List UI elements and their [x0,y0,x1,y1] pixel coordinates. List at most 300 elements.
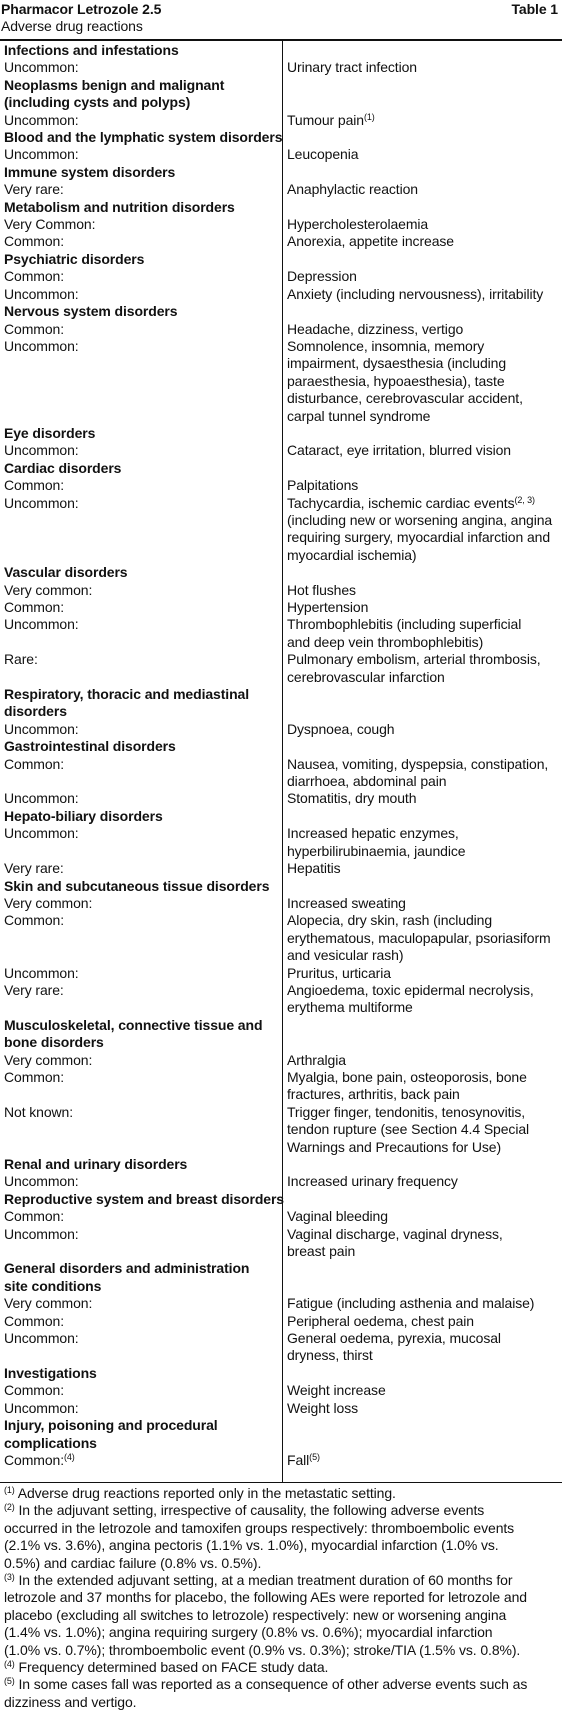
reaction-line [287,59,560,76]
frequency-label [4,1400,278,1417]
reaction-line [287,756,560,773]
frequency-text: Uncommon: [4,494,79,511]
category-heading-line: General disorders and administration [4,1260,250,1277]
reaction-line [287,1313,560,1330]
reaction-cell [282,756,562,791]
category-heading-line: Cardiac disorders [4,459,122,476]
reaction-text: requiring surgery, myocardial infarction and [287,529,551,546]
reaction-cell [282,1330,562,1365]
frequency-cell [0,495,282,565]
reaction-cell [282,1208,562,1225]
reaction-cell [282,146,562,163]
frequency-label [4,651,278,668]
category-heading-line: Gastrointestinal disorders [4,738,176,755]
frequency-cell [0,216,282,233]
frequency-text: Common: [4,1382,64,1399]
reaction-text: hyperbilirubinaemia, jaundice [287,842,466,859]
frequency-text: Uncommon: [4,285,79,302]
reaction-text: Fall [287,1451,310,1468]
frequency-label [4,790,278,807]
reaction-text: and deep vein thrombophlebitis) [287,633,484,650]
reaction-text: diarrhoea, abdominal pain [287,773,447,790]
frequency-text: Very rare: [4,860,64,877]
table-row [0,1226,562,1261]
category-heading [0,738,562,755]
footnote-text: Frequency determined based on FACE study data. [14,1659,329,1676]
footnote-rule [0,1482,562,1483]
frequency-label [4,181,278,198]
reaction-cell [282,1173,562,1190]
frequency-label [4,616,278,633]
category-heading-line: Skin and subcutaneous tissue disorders [4,877,270,894]
reaction-text: tendon rupture (see Section 4.4 Special [287,1121,530,1138]
reaction-line [287,495,560,512]
frequency-label [4,965,278,982]
category-heading [0,1417,562,1452]
frequency-label [4,912,278,929]
reaction-line [287,1173,560,1190]
reaction-text: Pruritus, urticaria [287,964,391,981]
reaction-line [287,825,560,842]
reaction-text: Vaginal discharge, vaginal dryness, [287,1225,503,1242]
reaction-text: Urinary tract infection [287,59,417,76]
reaction-cell [282,1313,562,1330]
reaction-line [287,1208,560,1225]
footnote-text: In the adjuvant setting, irrespective of causality, the following adverse events [14,1502,485,1519]
footnote-ref: (2, 3) [514,494,535,505]
frequency-cell [0,651,282,686]
table-header [0,0,562,41]
frequency-cell [0,1208,282,1225]
category-heading-line: bone disorders [4,1034,104,1051]
reaction-line [287,1069,560,1086]
footnote-ref: (1) [363,111,375,122]
reaction-text: Increased hepatic enzymes, [287,825,459,842]
reaction-text: Hypertension [287,599,369,615]
frequency-text: Very common: [4,1051,93,1068]
frequency-cell [0,233,282,250]
reaction-line [287,790,560,807]
footnote-text: dizziness and vertigo. [4,1693,137,1710]
category-heading [0,686,562,721]
reaction-text: myocardial ischemia) [287,546,417,563]
reaction-cell [282,216,562,233]
table-row [0,181,562,198]
reaction-line [287,843,560,860]
footnote-marker: (3) [4,1572,15,1583]
reaction-line [287,355,560,372]
adverse-reactions-table [0,42,562,1469]
reaction-text: dryness, thirst [287,1347,373,1364]
reaction-text: Trigger finger, tendonitis, tenosynovitis, [287,1103,526,1120]
reaction-text: Fatigue (including asthenia and malaise) [287,1295,535,1312]
footnote-line [4,1589,560,1606]
frequency-cell [0,181,282,198]
frequency-text: Uncommon: [4,616,79,633]
reaction-cell [282,233,562,250]
reaction-text: Increased urinary frequency [287,1173,458,1190]
table-row [0,912,562,964]
footnote-line [4,1676,560,1693]
frequency-label [4,1330,278,1347]
reaction-line [287,1226,560,1243]
frequency-label [4,338,278,355]
frequency-cell [0,895,282,912]
reaction-cell [282,1452,562,1469]
reaction-text: Angioedema, toxic epidermal necrolysis, [287,981,534,998]
reaction-line [287,268,560,285]
reaction-cell [282,268,562,285]
footnote-ref: (4) [63,1451,75,1462]
frequency-cell [0,321,282,338]
frequency-cell [0,477,282,494]
reaction-cell [282,442,562,459]
reaction-text: Myalgia, bone pain, osteoporosis, bone [287,1068,527,1085]
reaction-line [287,651,560,668]
category-heading-line: (including cysts and polyps) [4,94,191,111]
frequency-label [4,442,278,459]
frequency-label [4,1069,278,1086]
reaction-line [287,321,560,338]
table-row [0,1069,562,1104]
category-heading [0,425,562,442]
category-heading [0,1017,562,1052]
frequency-text: Common: [4,1068,64,1085]
reaction-cell [282,721,562,738]
reaction-text: Thrombophlebitis (including superficial [287,616,522,633]
reaction-line [287,895,560,912]
footnote [4,1659,560,1676]
frequency-text: Uncommon: [4,1399,79,1416]
frequency-text: Very Common: [4,216,96,233]
frequency-label [4,982,278,999]
frequency-cell [0,1173,282,1190]
frequency-label [4,1313,278,1330]
footnote-line [4,1555,560,1572]
category-heading [0,129,562,146]
table-row [0,790,562,807]
reaction-text: Peripheral oedema, chest pain [287,1312,474,1329]
frequency-cell [0,721,282,738]
category-heading [0,1156,562,1173]
category-heading-line: Eye disorders [4,424,96,441]
category-heading-line: site conditions [4,1277,102,1294]
footnote-text: (2.1% vs. 3.6%), angina pectoris (1.1% vs. 1.0%), myocardial infarction (1.0% vs. [4,1537,499,1554]
table-row [0,216,562,233]
footnote-ref: (5) [309,1451,320,1462]
frequency-label [4,582,278,599]
frequency-text: Uncommon: [4,720,79,737]
reaction-cell [282,495,562,565]
frequency-text: Common: [4,233,64,250]
category-heading [0,164,562,181]
reaction-cell [282,1400,562,1417]
table-row [0,895,562,912]
reaction-text: Dyspnoea, cough [287,720,395,737]
frequency-cell [0,338,282,425]
frequency-text: Common: [4,599,64,615]
table-row [0,268,562,285]
frequency-label [4,599,278,616]
table-row [0,1330,562,1365]
reaction-line [287,373,560,390]
reaction-line [287,582,560,599]
reaction-line [287,529,560,546]
reaction-line [287,408,560,425]
table-label: Table 1 [511,1,558,17]
reaction-text: Hypercholesterolaemia [287,216,429,233]
reaction-cell [282,599,562,616]
reaction-line [287,1104,560,1121]
reaction-cell [282,616,562,651]
frequency-text: Common: [4,1312,64,1329]
reaction-line [287,286,560,303]
reaction-text: erythema multiforme [287,999,413,1016]
reaction-text: Tumour pain [287,111,364,128]
reaction-text: Palpitations [287,477,359,494]
frequency-cell [0,1069,282,1104]
frequency-cell [0,1400,282,1417]
category-heading-line: Investigations [4,1364,97,1381]
reaction-line [287,1382,560,1399]
reaction-cell [282,982,562,1017]
frequency-cell [0,146,282,163]
frequency-text: Common: [4,912,64,929]
footnote-marker: (1) [4,1485,15,1495]
reaction-cell [282,1104,562,1156]
reaction-text: carpal tunnel syndrome [287,407,431,424]
frequency-cell [0,599,282,616]
reaction-line [287,112,560,129]
reaction-line [287,999,560,1016]
footnote-marker: (2) [4,1502,15,1513]
frequency-cell [0,912,282,964]
footnote-line [4,1659,560,1676]
category-heading-line: Infections and infestations [4,42,179,58]
footnote-line [4,1694,560,1711]
reaction-text: Hot flushes [287,581,356,598]
table-subtitle: Adverse drug reactions [1,18,143,34]
footnote-marker: (5) [4,1676,15,1687]
reaction-cell [282,860,562,877]
category-heading [0,878,562,895]
frequency-text: Common: [4,268,64,285]
footnote-line [4,1502,560,1519]
category-heading [0,199,562,216]
footnote-line [4,1572,560,1589]
category-heading [0,460,562,477]
frequency-label [4,477,278,494]
frequency-label [4,895,278,912]
category-heading-line: Renal and urinary disorders [4,1156,188,1172]
reaction-text: Anorexia, appetite increase [287,233,454,250]
frequency-label [4,860,278,877]
table-row [0,338,562,425]
reaction-text: Alopecia, dry skin, rash (including [287,912,493,929]
footnote-text: In the extended adjuvant setting, at a median treatment duration of 60 months for [14,1572,513,1589]
table-row [0,1295,562,1312]
reaction-line [287,721,560,738]
frequency-cell [0,616,282,651]
footnote [4,1485,560,1502]
reaction-cell [282,790,562,807]
reaction-line [287,547,560,564]
frequency-cell [0,1104,282,1156]
reaction-cell [282,59,562,76]
frequency-label [4,1295,278,1312]
table-row [0,825,562,860]
frequency-cell [0,756,282,791]
reaction-line [287,947,560,964]
footnote [4,1676,560,1711]
category-heading [0,1260,562,1295]
table-row [0,1382,562,1399]
reaction-cell [282,1295,562,1312]
footnote [4,1502,560,1572]
category-heading [0,564,562,581]
frequency-cell [0,965,282,982]
frequency-label [4,1173,278,1190]
footnote-line [4,1624,560,1641]
table-row [0,1208,562,1225]
reaction-line [287,512,560,529]
footnote-text: letrozole and 37 months for placebo, the following AEs were reported for letrozole and [4,1589,527,1606]
category-heading-line: Respiratory, thoracic and mediastinal [4,686,250,703]
reaction-cell [282,286,562,303]
frequency-text: Common: [4,755,64,772]
frequency-cell [0,268,282,285]
table-row [0,982,562,1017]
reaction-text: cerebrovascular infarction [287,668,445,685]
table-row [0,756,562,791]
reaction-line [287,181,560,198]
frequency-text: Very rare: [4,981,64,998]
footnote-line [4,1520,560,1537]
footnote [4,1572,560,1659]
category-heading-line: Vascular disorders [4,564,128,581]
footnote-text: Adverse drug reactions reported only in the metastatic setting. [14,1485,396,1501]
reaction-line [287,1121,560,1138]
table-row [0,1173,562,1190]
footnote-text: 0.5%) and cardiac failure (0.8% vs. 0.5%). [4,1554,262,1571]
table-row [0,495,562,565]
reaction-text: Cataract, eye irritation, blurred vision [287,442,511,459]
table-row [0,599,562,616]
footnote-text: In some cases fall was reported as a consequence of other adverse events such as [14,1676,528,1693]
category-heading-line: complications [4,1434,97,1451]
footnotes [0,1485,560,1711]
reaction-cell [282,338,562,425]
frequency-cell [0,286,282,303]
category-heading [0,303,562,320]
frequency-text: Common: [4,1208,64,1225]
table-row [0,721,562,738]
table-row [0,651,562,686]
reaction-text: impairment, dysaesthesia (including [287,355,507,372]
frequency-label [4,1208,278,1225]
reaction-line [287,1452,560,1469]
reaction-text: Warnings and Precautions for Use) [287,1138,502,1155]
reaction-line [287,982,560,999]
frequency-text: Very rare: [4,181,64,198]
reaction-line [287,634,560,651]
frequency-cell [0,1330,282,1365]
category-heading-line: Hepato-biliary disorders [4,807,163,824]
frequency-label [4,756,278,773]
category-heading-line: Nervous system disorders [4,303,178,320]
frequency-cell [0,1382,282,1399]
frequency-text: Uncommon: [4,59,79,76]
frequency-label [4,1452,278,1469]
reaction-cell [282,1069,562,1104]
frequency-label [4,1104,278,1121]
frequency-label [4,59,278,76]
reaction-text: erythematous, maculopapular, psoriasiform [287,929,551,946]
frequency-text: Uncommon: [4,825,79,842]
reaction-text: Headache, dizziness, vertigo [287,320,464,337]
reaction-line [287,599,560,616]
category-heading [0,42,562,59]
table-row [0,616,562,651]
reaction-line [287,216,560,233]
frequency-text: Very common: [4,581,93,598]
reaction-line [287,1347,560,1364]
category-heading-line: Musculoskeletal, connective tissue and [4,1016,263,1033]
header-rule [0,39,562,41]
reaction-text: Stomatitis, dry mouth [287,790,417,807]
reaction-line [287,860,560,877]
frequency-text: Uncommon: [4,111,79,128]
frequency-text: Uncommon: [4,146,79,163]
reaction-cell [282,1226,562,1261]
frequency-cell [0,582,282,599]
frequency-label [4,1226,278,1243]
footnote-text: (1.4% vs. 1.0%); angina requiring surgery (0.8% vs. 0.6%); myocardial infarction [4,1624,493,1641]
frequency-cell [0,112,282,129]
footnote-text: (1.0% vs. 0.7%); thromboembolic event (0.9% vs. 0.3%); stroke/TIA (1.5% vs. 0.8%). [4,1641,521,1658]
frequency-text: Uncommon: [4,442,79,459]
table-row [0,965,562,982]
document-title: Pharmacor Letrozole 2.5 [1,1,162,17]
frequency-label [4,216,278,233]
reaction-text: Pulmonary embolism, arterial thrombosis, [287,651,541,668]
frequency-cell [0,1452,282,1469]
reaction-text: disturbance, cerebrovascular accident, [287,390,523,407]
reaction-cell [282,651,562,686]
reaction-text: (including new or worsening angina, angina [287,511,553,528]
reaction-line [287,1243,560,1260]
frequency-cell [0,860,282,877]
reaction-text: fractures, arthritis, back pain [287,1086,460,1103]
frequency-label [4,321,278,338]
frequency-cell [0,442,282,459]
frequency-label [4,825,278,842]
reaction-line [287,1330,560,1347]
reaction-line [287,965,560,982]
reaction-line [287,773,560,790]
reaction-text: General oedema, pyrexia, mucosal [287,1330,501,1347]
reaction-text: Weight increase [287,1382,386,1399]
table-row [0,233,562,250]
reaction-text: Vaginal bleeding [287,1208,388,1225]
category-heading-line: Injury, poisoning and procedural [4,1417,218,1434]
frequency-text: Uncommon: [4,1225,79,1242]
category-heading [0,1191,562,1208]
frequency-label [4,268,278,285]
reaction-cell [282,895,562,912]
reaction-cell [282,112,562,129]
table-row [0,860,562,877]
